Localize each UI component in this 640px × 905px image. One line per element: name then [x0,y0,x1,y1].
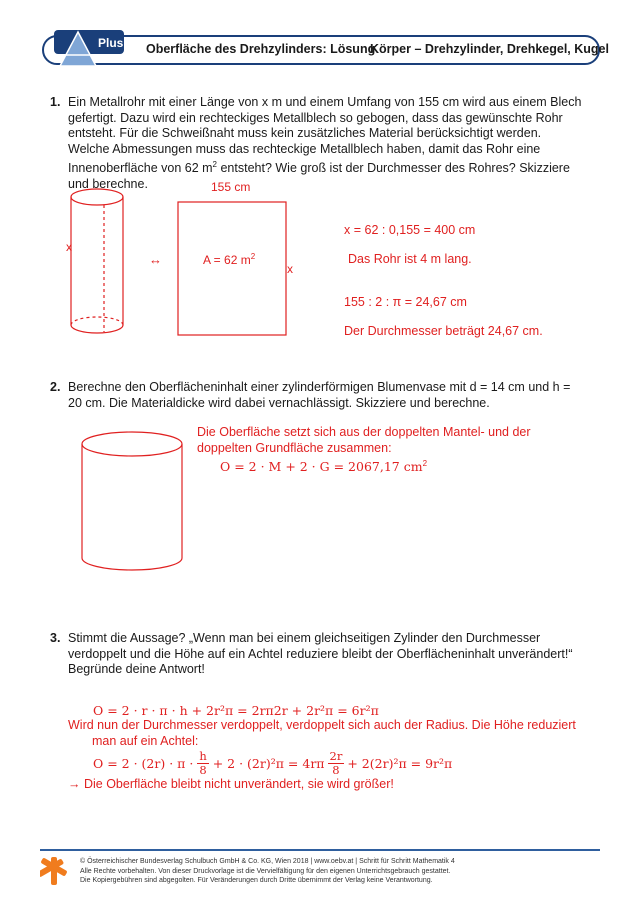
q1-calc-diameter: 155 : 2 : π = 24,67 cm [344,295,467,309]
q3-solution-line: man auf ein Achtel: [92,733,199,748]
q3-line: Begründe deine Antwort! [68,662,205,676]
question-2-number: 2. [50,380,61,394]
footer-line: Alle Rechte vorbehalten. Von dieser Druckvorlage ist die Vervielfältigung für den eigenen Unterrichtsgebrauch gestattet. [80,867,451,875]
q2-solution-line: doppelten Grundfläche zusammen: [197,440,392,455]
q3-formula-2: O = 2 · (2r) · π · h 8 + 2 · (2r)²π = 4rπ 2r 8 + 2(2r)²π = 9r²π [93,748,453,777]
q3-explanation [68,718,618,749]
q2-explanation [197,425,531,476]
sheet-width-label: 155 cm [211,180,251,194]
q3-line: verdoppelt und die Höhe auf ein Achtel reduziere bleibt der Oberflächeninhalt unverändert!“ [68,646,573,661]
cylinder-height-label: x [66,240,72,254]
question-3-text [68,631,618,678]
question-2-text [68,380,608,411]
q1-sketch [60,185,300,345]
sheet-height-label: x [287,262,293,276]
chapter-title: Körper – Drehzylinder, Drehkegel, Kugel [370,42,609,56]
q1-line: entsteht. Für die Schweißnaht muss kein zusätzliches Material berücksichtigt werden. [68,126,542,140]
publisher-star-icon [40,856,68,886]
logo-label: Plus [98,36,124,50]
q1-line: gefertigt. Dazu wird ein rechteckiges Metallblech so gebogen, dass das gewünschte Rohr [68,110,563,125]
sheet-area-label: A = 62 $m^2$ [203,252,256,267]
q1-line: Innenoberfläche von 62 $m^2$ entsteht? Wie groß ist der Durchmesser des Rohres? Skizziere [68,160,570,176]
q2-formula: O = 2 · M + 2 · G = 2067,17 $cm^2$ [220,459,428,475]
q3-solution-line: Wird nun der Durchmesser verdoppelt, verdoppelt sich auch der Radius. Die Höhe reduziert [68,718,576,732]
q1-answer-length: Das Rohr ist 4 m lang. [348,252,472,266]
q1-answer-diameter: Der Durchmesser beträgt 24,67 cm. [344,324,543,338]
q3-conclusion: → Die Oberfläche bleibt nicht unverändert, sie wird größer! [68,777,394,791]
q1-line: und berechne. [68,176,148,191]
cylinder-sketch [71,189,123,333]
footer-divider [40,849,600,851]
fraction-h-over-8: h 8 [199,748,207,777]
transform-arrow: ↔ [149,252,162,267]
q2-line: 20 cm. Die Materialdicke wird dabei vernachlässigt. Skizziere und berechne. [68,395,490,410]
q3-formula-1: O = 2 · r · π · h + 2r²π = 2rπ2r + 2r²π = 6r²π [93,703,379,718]
q1-calc-length: x = 62 : 0,155 = 400 cm [344,223,476,237]
q1-line: Ein Metallrohr mit einer Länge von x m und einem Umfang von 155 cm wird aus einem Blech [68,95,582,109]
plus-logo-icon [52,28,128,68]
q2-solution-line: Die Oberfläche setzt sich aus der doppelten Mantel- und der [197,425,531,439]
footer-line: Die Kopiergebühren sind abgegolten. Für Veränderungen durch Dritte übernimmt der Verlag keine Verantwortung. [80,877,433,884]
footer-line: © Österreichischer Bundesverlag Schulbuch GmbH & Co. KG, Wien 2018 | www.oebv.at | Schritt für Schritt Mathematik 4 [80,858,455,865]
q2-line: Berechne den Oberflächeninhalt einer zylinderförmigen Blumenvase mit d = 14 cm und h = [68,380,571,394]
vase-sketch [80,430,190,575]
question-1-text [68,95,608,192]
sheet-rectangle [178,202,286,335]
question-3-number: 3. [50,631,61,645]
q1-line: Welche Abmessungen muss das rechteckige Metallblech haben, damit das Rohr eine [68,141,541,156]
plus-logo [52,28,128,68]
footer-copyright [80,857,455,886]
page-title: Oberfläche des Drehzylinders: Lösung [146,42,376,56]
fraction-2r-over-8: 2r 8 [329,748,343,777]
q3-line: Stimmt die Aussage? „Wenn man bei einem gleichseitigen Zylinder den Durchmesser [68,631,541,645]
question-1-number: 1. [50,95,61,109]
